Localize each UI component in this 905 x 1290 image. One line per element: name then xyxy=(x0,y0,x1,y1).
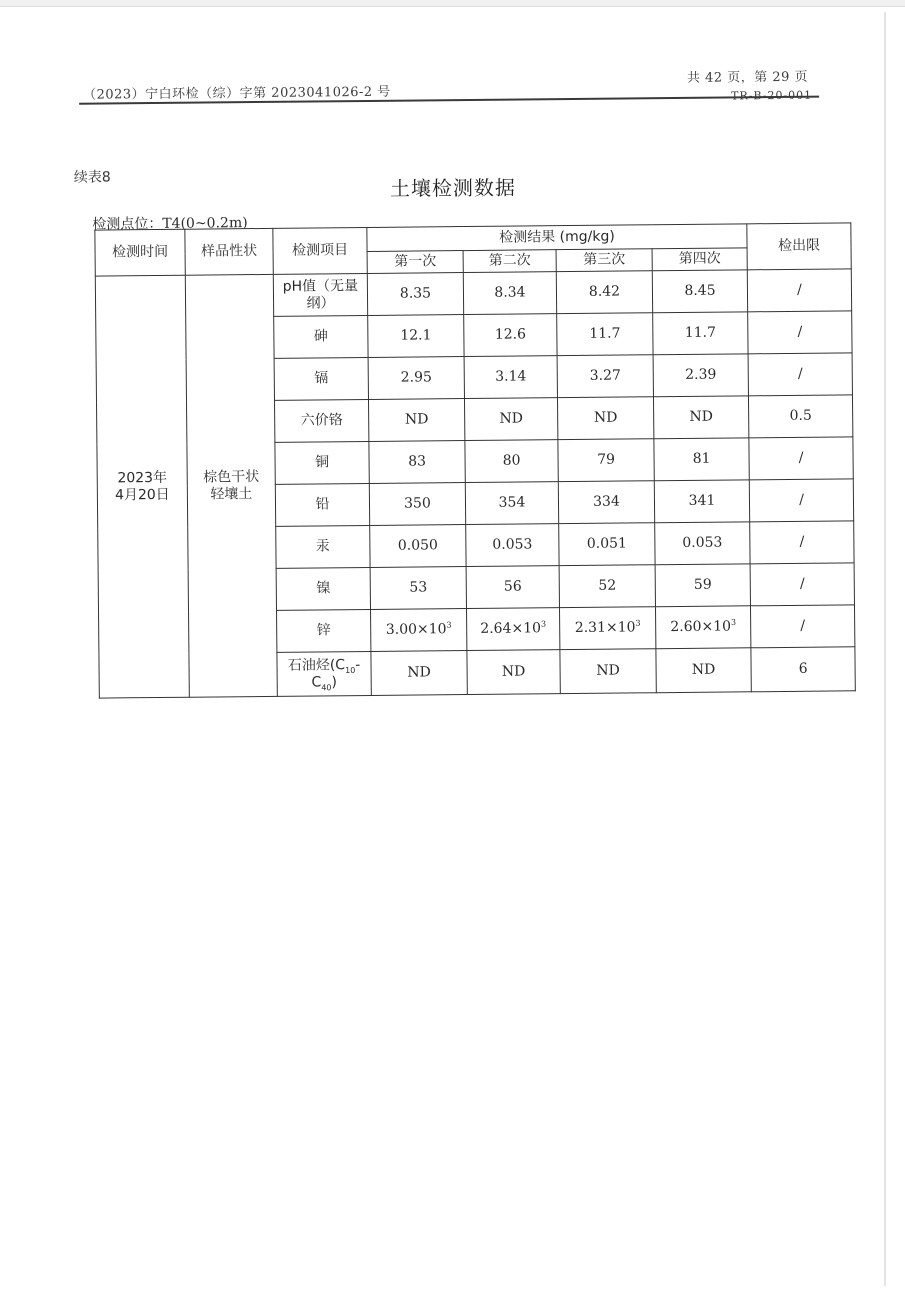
sample-description: 棕色干状 轻壤土 xyxy=(185,274,277,697)
value-cell-exp xyxy=(655,606,750,649)
value-cell: 354 xyxy=(465,482,558,525)
item-cell: 镍 xyxy=(276,567,370,610)
value-cell-exp xyxy=(371,609,467,652)
value-cell: 8.35 xyxy=(367,273,463,316)
header-run-4: 第四次 xyxy=(652,248,747,271)
value-cell-exp xyxy=(559,607,655,650)
limit-cell: / xyxy=(750,521,854,564)
value-cell: 83 xyxy=(369,441,465,484)
value-cell: 53 xyxy=(370,567,466,610)
value-cell: 11.7 xyxy=(653,312,748,355)
limit-cell: / xyxy=(751,605,855,648)
value-cell: 59 xyxy=(655,564,750,607)
value-cell: 0.050 xyxy=(370,525,466,568)
item-cell: 铜 xyxy=(275,441,369,484)
value-cell: 79 xyxy=(558,439,654,482)
value-cell: 2.95 xyxy=(368,357,464,400)
value-mantissa: 2.60×10 xyxy=(670,618,732,636)
header-item: 检测项目 xyxy=(273,227,367,274)
value-mantissa: 2.64×10 xyxy=(480,620,542,637)
item-cell: 六价铬 xyxy=(274,399,368,442)
value-cell: 0.053 xyxy=(466,524,559,567)
value-cell: 3.14 xyxy=(464,356,557,399)
value-cell: 8.45 xyxy=(652,270,747,313)
value-cell: 11.7 xyxy=(557,313,653,356)
value-cell: 81 xyxy=(654,438,749,481)
page-info: 共 42 页，第 29 页 xyxy=(686,69,809,86)
value-cell: 80 xyxy=(465,440,558,483)
item-cell: 汞 xyxy=(276,525,370,568)
header-time: 检测时间 xyxy=(95,229,185,276)
header-run-2: 第二次 xyxy=(463,250,556,273)
limit-cell: 0.5 xyxy=(749,395,853,438)
soil-data-table xyxy=(94,222,856,698)
limit-cell: / xyxy=(748,353,852,396)
header-results: 检测结果 (mg/kg) xyxy=(367,224,747,252)
form-code: TR-B-20-001 xyxy=(731,88,813,103)
value-cell: 56 xyxy=(466,566,559,609)
value-cell: 334 xyxy=(558,481,654,524)
value-cell: 12.6 xyxy=(464,314,557,357)
value-exponent: 3 xyxy=(540,619,547,629)
item-cell: 镉 xyxy=(274,357,368,400)
value-cell: 8.42 xyxy=(556,271,652,314)
continued-table-label: 续表8 xyxy=(73,169,111,186)
table-title: 土壤检测数据 xyxy=(389,175,517,201)
item-subscript: 40 xyxy=(321,682,332,692)
value-cell: ND xyxy=(557,397,653,440)
value-cell-exp xyxy=(467,608,560,651)
item-cell: 铅 xyxy=(275,483,369,526)
header-run-1: 第一次 xyxy=(367,251,463,274)
header-sample: 样品性状 xyxy=(185,228,273,275)
value-cell: ND xyxy=(656,648,751,693)
value-cell: 2.39 xyxy=(653,354,748,397)
sampling-point-label: 检测点位：T4(0~0.2m) xyxy=(92,215,248,233)
value-cell: ND xyxy=(464,398,557,441)
limit-cell: / xyxy=(748,311,852,354)
value-cell: ND xyxy=(653,396,748,439)
value-cell: 0.053 xyxy=(655,522,750,565)
value-cell: 12.1 xyxy=(368,315,464,358)
item-cell xyxy=(277,651,371,696)
value-cell: 3.27 xyxy=(557,355,653,398)
limit-cell: / xyxy=(749,437,853,480)
limit-cell: 6 xyxy=(751,647,855,692)
value-mantissa: 2.31×10 xyxy=(574,619,636,637)
value-cell: ND xyxy=(467,650,560,695)
value-cell: ND xyxy=(560,649,656,694)
limit-cell: / xyxy=(750,563,854,606)
report-number: （2023）宁白环检（综）字第 2023041026-2 号 xyxy=(82,84,391,103)
value-cell: 8.34 xyxy=(463,272,556,315)
item-text: 石油烃(C xyxy=(287,656,346,674)
item-text-mid: -C xyxy=(311,656,361,691)
item-subscript: 10 xyxy=(345,665,356,675)
test-date: 2023年 4月20日 xyxy=(95,275,189,698)
item-cell: pH值（无量纲） xyxy=(273,273,367,316)
value-cell: 350 xyxy=(369,483,465,526)
header-run-3: 第三次 xyxy=(556,249,652,272)
limit-cell: / xyxy=(747,269,851,312)
table-row xyxy=(95,269,851,318)
item-cell: 锌 xyxy=(277,609,371,652)
value-exponent: 3 xyxy=(635,618,641,628)
table-body xyxy=(95,223,856,698)
header-limit: 检出限 xyxy=(747,223,851,270)
item-cell: 砷 xyxy=(274,315,368,358)
value-mantissa: 3.00×10 xyxy=(385,621,447,638)
value-cell: ND xyxy=(368,399,464,442)
value-cell: 341 xyxy=(654,480,749,523)
value-cell: 52 xyxy=(559,565,655,608)
value-cell: 0.051 xyxy=(559,523,655,566)
value-exponent: 3 xyxy=(730,617,737,627)
limit-cell: / xyxy=(749,479,853,522)
value-cell: ND xyxy=(371,651,467,696)
item-text-end: ) xyxy=(331,673,337,690)
value-exponent: 3 xyxy=(446,620,452,630)
